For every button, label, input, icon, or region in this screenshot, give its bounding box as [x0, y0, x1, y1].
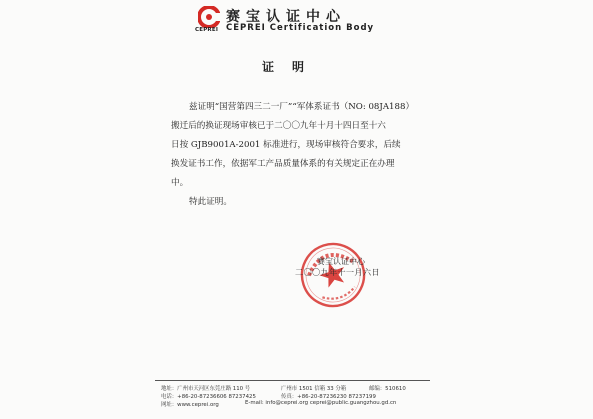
- body-line: 搬迁后的换证现场审核已于二〇〇九年十月十四日至十六: [171, 121, 386, 131]
- body-line: 兹证明“国营第四三二一厂”“军体系证书（NO: 08JA188）: [189, 102, 415, 112]
- footer-email: E-mail: info@ceprei.org ceprei@public.guangzhou.gd.cn: [245, 400, 397, 406]
- footer-address: 地址：广州市天河区东莞庄路 110 号: [161, 386, 251, 392]
- ceprei-logo-icon: [198, 6, 220, 28]
- body-line: 日按 GJB9001A-2001 标准进行，现场审核符合要求，后续: [171, 140, 401, 150]
- signature-organization: 赛宝认证中心: [317, 257, 365, 266]
- body-line: 换发证书工作，依据军工产品质量体系的有关规定正在办理: [171, 159, 395, 169]
- footer-fax: 传真：+86-20-87236230 87237199: [281, 394, 376, 400]
- footer-po-box: 广州市 1501 信箱 33 分箱: [281, 386, 347, 392]
- organization-name-en: CEPREI Certification Body: [226, 23, 375, 33]
- organization-name-cn: 赛宝认证中心: [226, 9, 346, 25]
- footer-telephone: 电话：+86-20-87236606 87237425: [161, 394, 256, 400]
- footer-website: 网址：www.ceprei.org: [161, 402, 219, 408]
- document-title: 证明: [262, 60, 323, 74]
- logo-abbreviation: CEPREI: [195, 27, 219, 33]
- signature-date: 二〇〇九年十一月六日: [295, 267, 380, 277]
- footer-divider: [155, 380, 430, 381]
- closing-line: 特此证明。: [189, 197, 232, 207]
- body-line: 中。: [171, 178, 189, 188]
- footer-postcode: 邮编：510610: [369, 386, 406, 392]
